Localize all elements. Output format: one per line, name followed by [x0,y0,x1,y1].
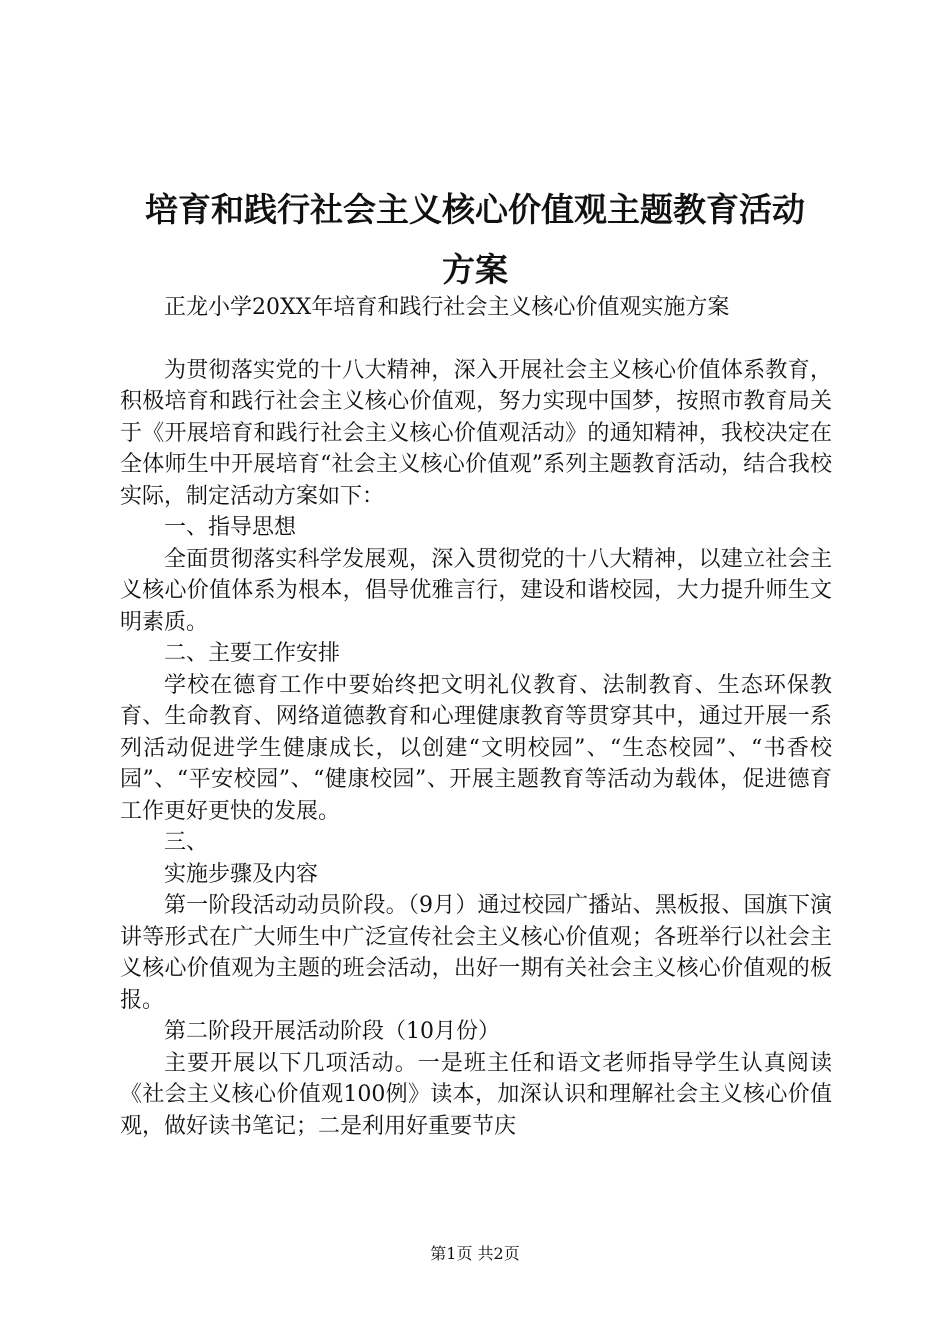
intro-paragraph: 为贯彻落实党的十八大精神，深入开展社会主义核心价值体系教育，积极培育和践行社会主义核心价值观，努力实现中国梦，按照市教育局关于《开展培育和践行社会主义核心价值观活动》的通知精神，我校决定在全体师生中开展培育“社会主义核心价值观”系列主题教育活动，结合我校实际，制定活动方案如下： [120,357,832,509]
section-heading-three: 三、 [164,830,209,855]
page-footer: 第1页 共2页 [430,1244,520,1263]
work-paragraph: 学校在德育工作中要始终把文明礼仪教育、法制教育、生态环保教育、生命教育、网络道德教育和心理健康教育等贯穿其中，通过开展一系列活动促进学生健康成长，以创建“文明校园”、“生态校园”、“书香校园”、“平安校园”、“健康校园”、开展主题教育等活动为载体，促进德育工作更好更快的发展。 [120,672,832,824]
guiding-paragraph: 全面贯彻落实科学发展观，深入贯彻党的十八大精神，以建立社会主义核心价值体系为根本，倡导优雅言行，建设和谐校园，大力提升师生文明素质。 [120,546,832,635]
title-line-2: 方案 [442,250,508,289]
document-subtitle: 正龙小学20XX年培育和践行社会主义核心价值观实施方案 [164,295,730,320]
stage-one-paragraph: 第一阶段活动动员阶段。（9月）通过校园广播站、黑板报、国旗下演讲等形式在广大师生中广泛宣传社会主义核心价值观；各班举行以社会主义核心价值观为主题的班会活动，出好一期有关社会主义核心价值观的板报。 [120,893,832,1013]
stage-two-heading: 第二阶段开展活动阶段（10月份） [164,1019,500,1044]
document-body [120,292,832,1142]
document-title [122,180,828,300]
section-heading-steps: 实施步骤及内容 [164,861,319,887]
title-line-1: 培育和践行社会主义核心价值观主题教育活动 [145,190,805,229]
section-heading-guiding: 一、指导思想 [164,515,297,540]
stage-two-paragraph: 主要开展以下几项活动。一是班主任和语文老师指导学生认真阅读《社会主义核心价值观100例》读本，加深认识和理解社会主义核心价值观，做好读书笔记；二是利用好重要节庆 [120,1050,832,1139]
section-heading-work: 二、主要工作安排 [164,641,341,666]
